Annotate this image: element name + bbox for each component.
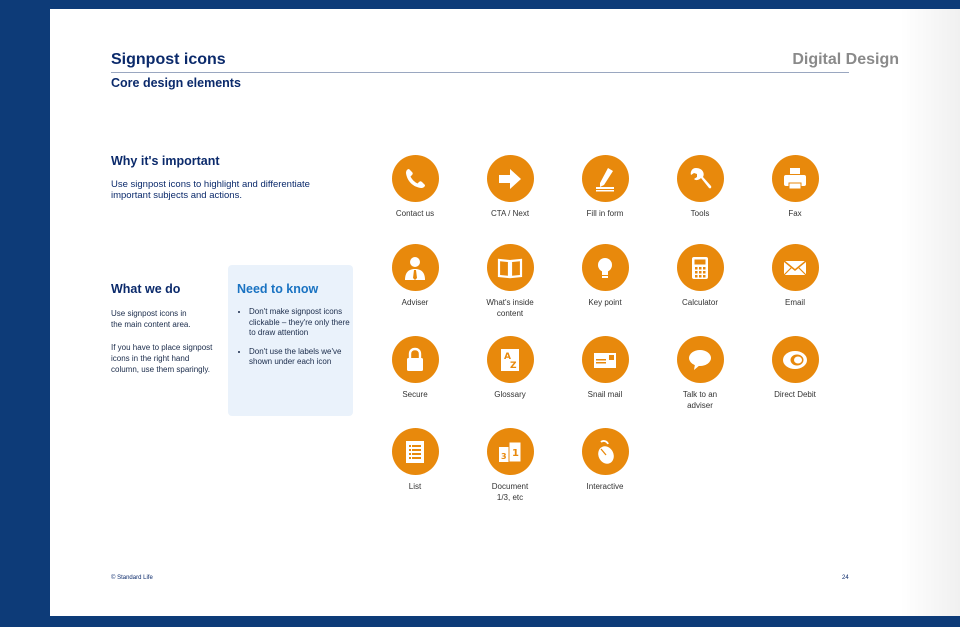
header-divider [111, 72, 849, 73]
list-icon [392, 428, 439, 475]
icon-label: Tools [690, 209, 710, 218]
icon-label: Glossary [494, 390, 526, 399]
icon-label-line: 1/3, etc [496, 493, 524, 502]
icon-label: Fill in form [586, 209, 624, 218]
what-text-line: Use signpost icons in [111, 309, 187, 318]
icon-label [465, 481, 555, 503]
icon-label-line: content [496, 309, 524, 318]
icon-label: Direct Debit [774, 390, 816, 399]
icon-item-calculator [655, 244, 745, 308]
what-text-line: If you have to place signpost [111, 343, 213, 352]
lock-icon [392, 336, 439, 383]
icon-label-line: adviser [687, 401, 713, 410]
need-to-know-box [228, 265, 353, 416]
icon-label: Key point [588, 298, 622, 307]
page-subtitle: Core design elements [111, 76, 241, 90]
pencil-icon [582, 155, 629, 202]
icon-label: Contact us [395, 209, 435, 218]
icon-item-glossary [465, 336, 555, 400]
what-heading: What we do [111, 282, 181, 296]
icon-label: CTA / Next [490, 209, 530, 218]
icon-label [655, 389, 745, 411]
need-to-know-item: • Don't make signpost icons clickable – they're only there to draw attention [249, 307, 355, 339]
icon-label [465, 297, 555, 319]
glossary-az-icon [487, 336, 534, 383]
icon-label-line: What's inside [486, 298, 534, 307]
icon-label: Interactive [586, 482, 624, 491]
icon-item-interactive [560, 428, 650, 492]
icon-item-talk-to-adviser [655, 336, 745, 411]
document-page [50, 9, 960, 616]
icon-label: Snail mail [587, 390, 623, 399]
icon-item-cta-next [465, 155, 555, 219]
what-text-line: column, use them sparingly. [111, 365, 211, 374]
icon-item-document [465, 428, 555, 503]
calculator-icon [677, 244, 724, 291]
icon-item-whats-inside [465, 244, 555, 319]
postcard-icon [582, 336, 629, 383]
envelope-icon [772, 244, 819, 291]
phone-icon [392, 155, 439, 202]
wrench-icon [677, 155, 724, 202]
icon-item-email [750, 244, 840, 308]
icon-label: Fax [788, 209, 802, 218]
icon-label: Email [784, 298, 805, 307]
icon-label: Calculator [681, 298, 718, 307]
icon-label-line: Talk to an [682, 390, 718, 399]
need-to-know-heading: Need to know [237, 282, 319, 296]
direct-debit-icon [772, 336, 819, 383]
why-text-line: Use signpost icons to highlight and differentiate [111, 179, 310, 190]
document-pages-icon [487, 428, 534, 475]
icon-item-direct-debit [750, 336, 840, 400]
why-heading: Why it's important [111, 154, 220, 168]
svg-text:Z: Z [510, 360, 517, 371]
svg-text:A: A [504, 351, 511, 362]
arrow-right-icon [487, 155, 534, 202]
icon-label: Adviser [401, 298, 429, 307]
icon-item-key-point [560, 244, 650, 308]
mouse-icon [582, 428, 629, 475]
brand-label: Digital Design [792, 51, 899, 68]
need-to-know-item: • Don't use the labels we've shown under each icon [249, 347, 355, 368]
what-text-line: the main content area. [111, 320, 191, 329]
svg-text:1: 1 [512, 447, 519, 459]
copyright: © Standard Life [111, 575, 153, 581]
what-text-line: icons in the right hand [111, 354, 190, 363]
icon-item-fax [750, 155, 840, 219]
page-title: Signpost icons [111, 51, 226, 68]
why-text [111, 179, 351, 201]
open-book-icon [487, 244, 534, 291]
icon-label: List [408, 482, 422, 491]
icon-item-secure [370, 336, 460, 400]
icon-label: Secure [402, 390, 428, 399]
icon-item-snail-mail [560, 336, 650, 400]
icon-item-adviser [370, 244, 460, 308]
icon-item-tools [655, 155, 745, 219]
lightbulb-icon [582, 244, 629, 291]
fax-icon [772, 155, 819, 202]
icon-label-line: Document [491, 482, 529, 491]
page-number: 24 [842, 575, 849, 581]
why-text-line: important subjects and actions. [111, 190, 242, 201]
need-to-know-list [238, 307, 355, 376]
person-icon [392, 244, 439, 291]
speech-bubble-icon [677, 336, 724, 383]
icon-item-contact-us [370, 155, 460, 219]
page-edge-shadow [900, 9, 960, 616]
what-text [111, 308, 226, 375]
svg-text:3: 3 [501, 451, 507, 461]
icon-item-fill-in-form [560, 155, 650, 219]
icon-item-list [370, 428, 460, 492]
